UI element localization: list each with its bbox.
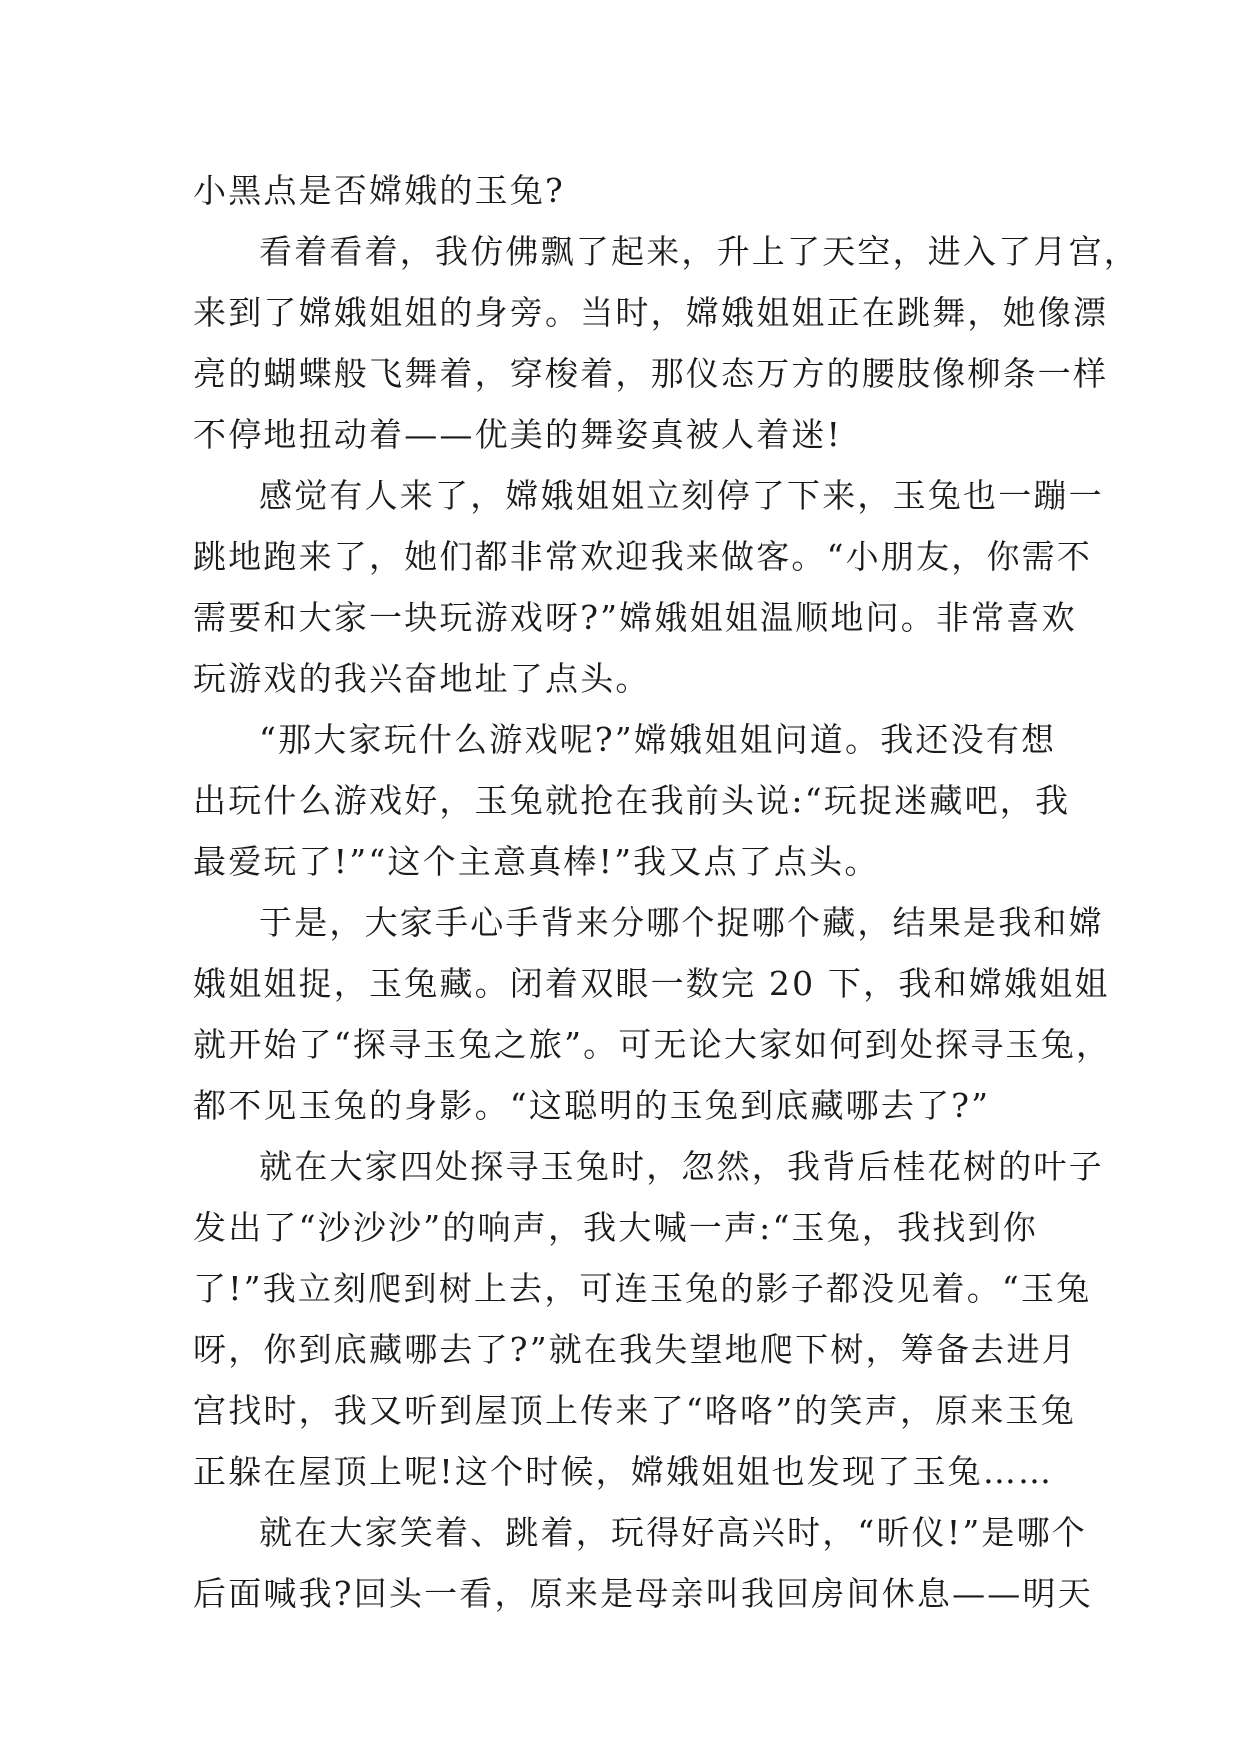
text-line: 发出了“沙沙沙”的响声，我大喊一声:“玉兔，我找到你 [193,1208,1038,1247]
text-line: 就在大家笑着、跳着，玩得好高兴时，“昕仪!”是哪个 [259,1513,1088,1552]
text-line: 出玩什么游戏好，玉兔就抢在我前头说:“玩捉迷藏吧，我 [193,781,1071,820]
text-line: 于是，大家手心手背来分哪个捉哪个藏，结果是我和嫦 [259,903,1104,942]
text-line: 宫找时，我又听到屋顶上传来了“咯咯”的笑声，原来玉兔 [193,1391,1076,1430]
text-line: 跳地跑来了，她们都非常欢迎我来做客。“小朋友，你需不 [193,537,1093,576]
text-line: 感觉有人来了，嫦娥姐姐立刻停了下来，玉兔也一蹦一 [259,476,1104,515]
text-line: 亮的蝴蝶般飞舞着，穿梭着，那仪态万方的腰肢像柳条一样 [193,354,1109,393]
text-line: 了!”我立刻爬到树上去，可连玉兔的影子都没见着。“玉兔 [193,1269,1092,1308]
text-line: 玩游戏的我兴奋地址了点头。 [193,659,651,698]
text-line: 来到了嫦娥姐姐的身旁。当时，嫦娥姐姐正在跳舞，她像漂 [193,293,1109,332]
text-line: 都不见玉兔的身影。“这聪明的玉兔到底藏哪去了?” [193,1086,991,1125]
text-line: 需要和大家一块玩游戏呀?”嫦娥姐姐温顺地问。非常喜欢 [193,598,1077,637]
text-line: 呀，你到底藏哪去了?”就在我失望地爬下树，筹备去进月 [193,1330,1077,1369]
text-line: 正躲在屋顶上呢!这个时候，嫦娥姐姐也发现了玉兔…… [193,1452,1054,1491]
text-line: “那大家玩什么游戏呢?”嫦娥姐姐问道。我还没有想 [259,720,1057,759]
text-line: 娥姐姐捉，玉兔藏。闭着双眼一数完 20 下，我和嫦娥姐姐 [193,964,1110,1003]
text-line: 后面喊我?回头一看，原来是母亲叫我回房间休息——明天 [193,1574,1093,1613]
text-line: 就在大家四处探寻玉兔时，忽然，我背后桂花树的叶子 [259,1147,1104,1186]
text-line: 最爱玩了!”“这个主意真棒!”我又点了点头。 [193,842,880,881]
story-text [193,160,1139,1624]
text-line: 就开始了“探寻玉兔之旅”。可无论大家如何到处探寻玉兔， [193,1025,1112,1064]
text-line: 不停地扭动着——优美的舞姿真被人着迷! [193,415,843,454]
text-line: 小黑点是否嫦娥的玉兔? [193,171,565,210]
text-line: 看着看着，我仿佛飘了起来，升上了天空，进入了月宫， [259,232,1139,271]
